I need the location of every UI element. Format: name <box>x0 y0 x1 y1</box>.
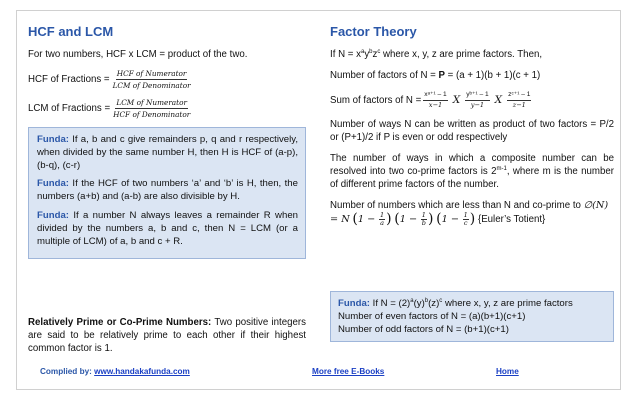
sum-fraction-x <box>423 90 447 110</box>
open-paren: ( <box>352 211 358 227</box>
coprime-rule-text: The number of ways in which a composite number can be resolved into two co-prime factors is 2 <box>330 153 614 177</box>
close-paren: ) <box>469 211 476 227</box>
sum-fraction-y <box>465 90 489 110</box>
more-ebooks-link[interactable]: More free E-Books <box>312 367 385 376</box>
fraction-numerator: 1 <box>379 211 385 219</box>
euler-totient <box>330 199 614 227</box>
times-symbol: X <box>494 94 503 106</box>
totient-phi: ∅(N) = N <box>330 200 609 226</box>
funda-label: Funda: <box>37 134 69 145</box>
hcf-fraction-formula <box>28 69 306 90</box>
number-of-factors-symbol: P <box>438 70 445 81</box>
sum-fraction-y-numerator: yᵇ⁺¹ – 1 <box>465 90 489 101</box>
odd-factors-rule: Number of odd factors of N = (b+1)(c+1) <box>338 324 509 335</box>
funda-item <box>37 134 298 172</box>
exponent-b: b <box>369 48 373 55</box>
number-of-factors-formula: = (a + 1)(b + 1)(c + 1) <box>444 70 541 81</box>
factor-y: (y) <box>413 298 425 309</box>
hcf-lcm-intro: For two numbers, HCF x LCM = product of the two. <box>28 49 248 60</box>
lcm-fraction-label: LCM of Fractions = <box>28 103 111 114</box>
funda-label: Funda: <box>37 178 69 190</box>
home-link[interactable]: Home <box>496 367 519 376</box>
sum-of-factors-label: Sum of factors of N = <box>330 94 422 106</box>
hcf-fraction-denominator: LCM of Denominator <box>112 81 191 90</box>
funda-factors-line1 <box>338 297 606 310</box>
close-paren: ) <box>386 211 392 227</box>
lcm-fraction-formula <box>28 98 306 119</box>
relatively-prime-section <box>28 316 306 355</box>
ways-as-product: Number of ways N can be written as product of two factors = P/2 or (P+1)/2 if P is even or odd respectively <box>330 119 614 143</box>
factor-intro <box>330 48 614 61</box>
funda-box-hcf <box>28 127 306 259</box>
lcm-fraction <box>113 98 190 119</box>
fraction-denominator: a <box>380 219 384 227</box>
funda-factors-tail: where x, y, z are prime factors <box>442 298 573 309</box>
lcm-fraction-numerator: LCM of Numerator <box>116 98 187 107</box>
funda-text: If a number N always leaves a remainder R when divided by the numbers a, b and c, then N = LCM (or a multiple of LCM) of a, b and c + R. <box>37 209 298 247</box>
hcf-lcm-heading: HCF and LCM <box>28 24 114 39</box>
totient-fraction-a <box>379 212 385 227</box>
sum-fraction-z <box>507 90 531 110</box>
factor-theory-heading: Factor Theory <box>330 24 417 39</box>
number-of-factors <box>330 69 614 82</box>
factor-z: z <box>372 49 378 60</box>
exponent-b: b <box>424 297 429 304</box>
factor-y: y <box>364 49 370 60</box>
funda-item <box>37 178 298 204</box>
relatively-prime-label: Relatively Prime or Co-Prime Numbers: <box>28 317 212 328</box>
open-paren: ( <box>394 211 400 227</box>
hcf-fraction-label: HCF of Fractions = <box>28 74 110 85</box>
funda-text: If the HCF of two numbers ‘a’ and ‘b’ is H, then, the numbers (a+b) and (a-b) are also divisible by H. <box>37 178 298 203</box>
totient-one-minus: 1 − <box>399 214 418 226</box>
left-column <box>28 24 306 259</box>
close-paren: ) <box>427 211 434 227</box>
even-factors-rule: Number of even factors of N = (a)(b+1)(c+1) <box>338 311 526 322</box>
totient-one-minus: 1 − <box>441 214 459 226</box>
sum-fraction-x-denominator: x−1 <box>428 101 443 109</box>
times-symbol: X <box>452 94 461 106</box>
sum-of-factors-formula <box>330 90 614 110</box>
funda-box-factors <box>330 291 614 342</box>
sum-fraction-y-denominator: y−1 <box>470 101 485 109</box>
hcf-fraction-numerator: HCF of Numerator <box>116 69 187 78</box>
footer-home <box>496 367 519 376</box>
number-of-factors-text: Number of factors of N = <box>330 70 439 81</box>
lcm-fraction-denominator: HCF of Denominator <box>113 110 191 119</box>
totient-intro: Number of numbers which are less than N and co-prime to <box>330 200 581 211</box>
coprime-factors-rule <box>330 152 614 191</box>
fraction-denominator: b <box>421 219 426 227</box>
exponent-a: a <box>410 297 414 304</box>
open-paren: ( <box>436 211 442 227</box>
coprime-exponent: m-1 <box>496 165 507 172</box>
coprime-rule-tail: , where m is the number of different prime factors of the number. <box>330 166 614 190</box>
sum-fraction-z-numerator: zᶜ⁺¹ – 1 <box>507 90 531 101</box>
footer-compiled-by <box>40 367 190 376</box>
funda-text: If a, b and c give remainders p, q and r respectively, when divided by the same number H, then H is HCF of (a-p), (b-q), (c-r) <box>37 134 298 171</box>
exponent-c: c <box>439 297 443 304</box>
totient-fraction-b <box>421 212 427 227</box>
totient-one-minus: 1 − <box>357 214 376 226</box>
fraction-numerator: 1 <box>421 211 426 219</box>
relatively-prime-text: Two positive integers are said to be relatively prime to each other if their highest common factor is 1. <box>28 317 306 354</box>
footer-ebooks <box>312 367 384 376</box>
funda-label: Funda: <box>338 298 370 309</box>
compiled-by-label: Complied by: <box>40 367 92 376</box>
totient-note: {Euler’s Totient} <box>477 214 546 226</box>
totient-fraction-c <box>463 212 469 227</box>
fraction-numerator: 1 <box>463 211 468 219</box>
right-column <box>330 24 614 235</box>
fraction-denominator: c <box>463 219 468 227</box>
sum-fraction-z-denominator: z−1 <box>512 101 526 109</box>
factor-z: (z) <box>428 298 440 309</box>
funda-label: Funda: <box>37 209 69 221</box>
funda-factors-text: If N = (2) <box>369 298 411 309</box>
sum-fraction-x-numerator: xᵃ⁺¹ – 1 <box>423 90 447 101</box>
factor-intro-tail: where x, y, z are prime factors. Then, <box>380 49 543 60</box>
factor-intro-text: If N = x <box>330 49 361 60</box>
compiled-by-link[interactable]: www.handakafunda.com <box>94 367 190 376</box>
funda-item <box>37 210 298 248</box>
exponent-a: a <box>360 48 365 55</box>
exponent-c: c <box>377 48 381 55</box>
hcf-fraction <box>113 69 191 90</box>
